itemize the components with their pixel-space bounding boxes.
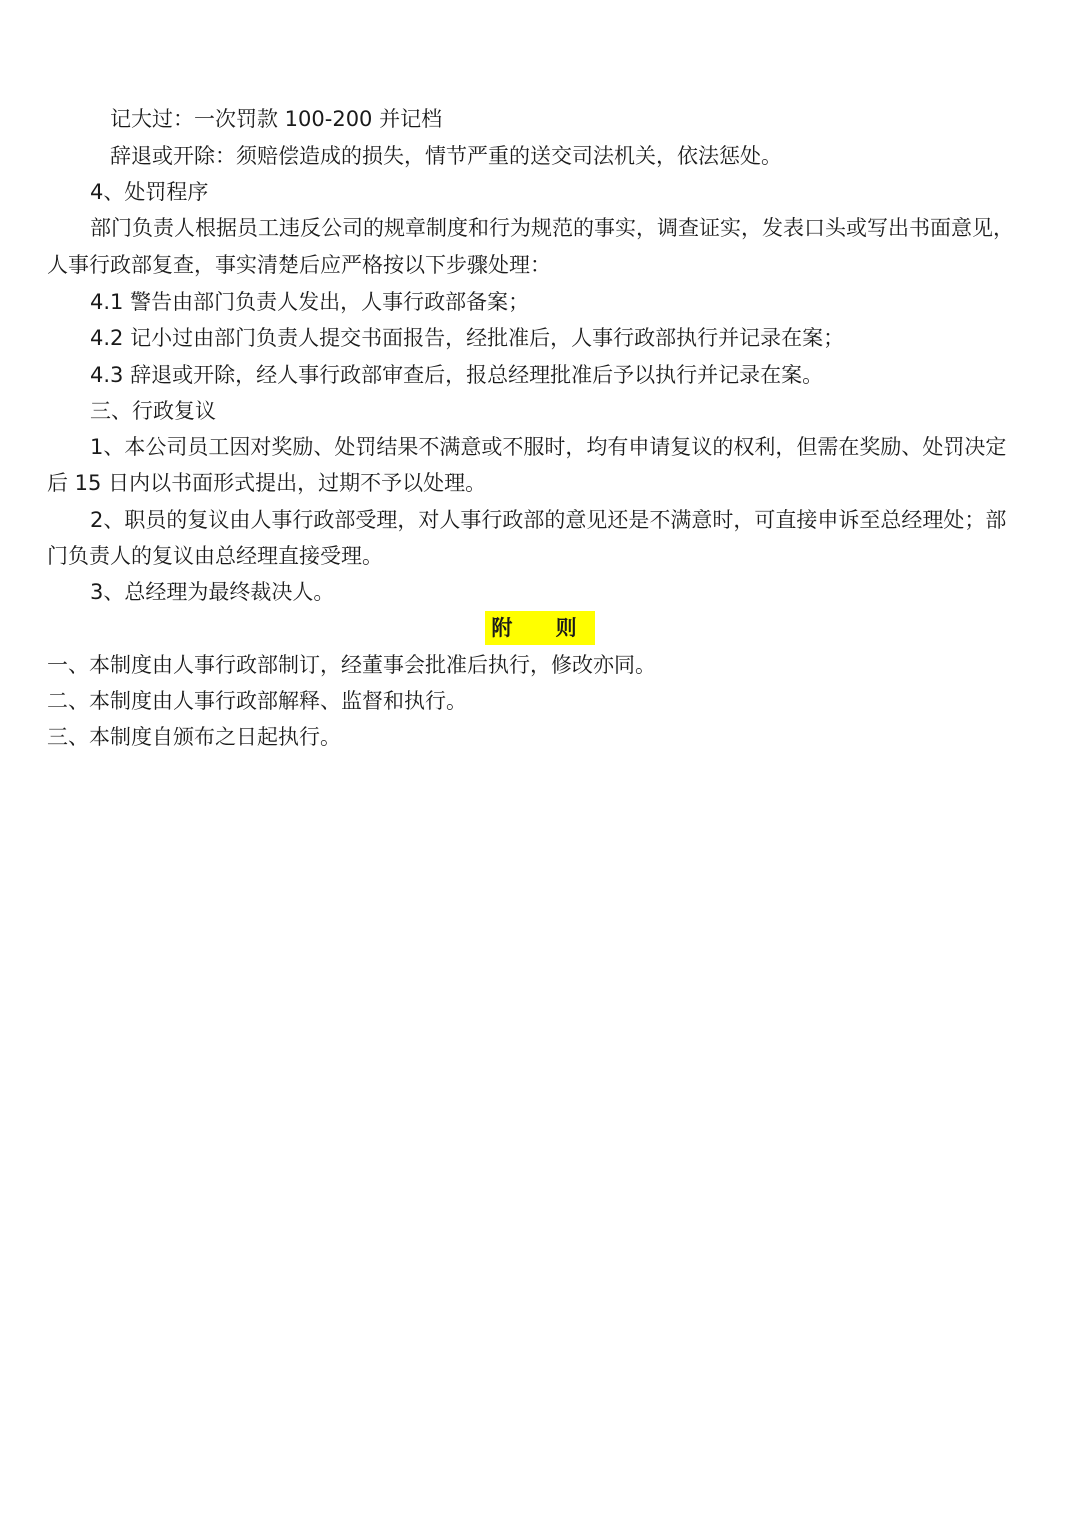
paragraph-line: 1、本公司员工因对奖励、处罚结果不满意或不服时，均有申请复议的权利，但需在奖励、处罚决定: [90, 435, 1007, 459]
section-heading: 三、行政复议: [90, 399, 216, 423]
paragraph-line: 门负责人的复议由总经理直接受理。: [47, 544, 383, 568]
list-item: 4.2 记小过由部门负责人提交书面报告，经批准后，人事行政部执行并记录在案；: [90, 326, 845, 350]
paragraph-line: 部门负责人根据员工违反公司的规章制度和行为规范的事实，调查证实，发表口头或写出书面意见，: [90, 216, 1014, 240]
list-item: 4.3 辞退或开除，经人事行政部审查后，报总经理批准后予以执行并记录在案。: [90, 363, 824, 387]
paragraph-line: 后 15 日内以书面形式提出，过期不予以处理。: [47, 471, 487, 495]
appendix-item: 二、本制度由人事行政部解释、监督和执行。: [47, 689, 467, 713]
appendix-item: 一、本制度由人事行政部制订，经董事会批准后执行，修改亦同。: [47, 653, 656, 677]
paragraph-line: 2、职员的复议由人事行政部受理，对人事行政部的意见还是不满意时，可直接申诉至总经理处；部: [90, 508, 1007, 532]
paragraph-line: 记大过：一次罚款 100-200 并记档: [110, 107, 443, 131]
paragraph-line: 3、总经理为最终裁决人。: [90, 580, 335, 604]
list-item: 4.1 警告由部门负责人发出，人事行政部备案；: [90, 290, 530, 314]
appendix-heading-row: [0, 611, 1080, 645]
paragraph-line: 辞退或开除：须赔偿造成的损失，情节严重的送交司法机关，依法惩处。: [110, 144, 782, 168]
appendix-item: 三、本制度自颁布之日起执行。: [47, 725, 341, 749]
paragraph-line: 人事行政部复查，事实清楚后应严格按以下步骤处理：: [47, 253, 551, 277]
appendix-heading: 附 则: [485, 611, 594, 645]
section-subheading: 4、处罚程序: [90, 180, 209, 204]
